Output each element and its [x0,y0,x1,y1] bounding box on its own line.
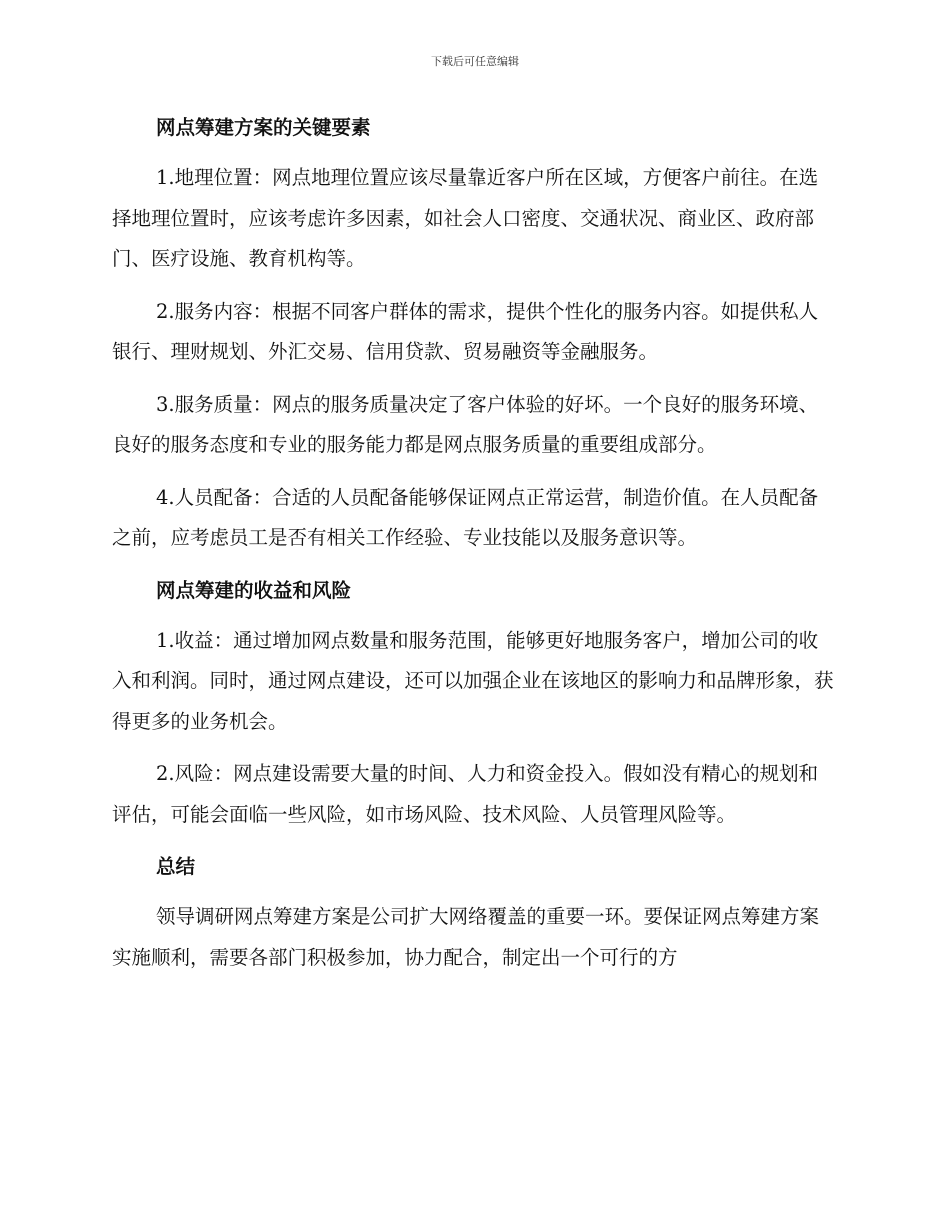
paragraph-service-quality: 3.服务质量：网点的服务质量决定了客户体验的好坏。一个良好的服务环境、良好的服务态度和专业的服务能力都是网点服务质量的重要组成部分。 [112,392,819,456]
document-body [112,108,836,990]
paragraph-location: 1.地理位置：网点地理位置应该尽量靠近客户所在区域，方便客户前往。在选择地理位置时，应该考虑许多因素，如社会人口密度、交通状况、商业区、政府部门、医疗设施、教育机构等。 [112,166,819,270]
section-heading-key-elements: 网点筹建方案的关键要素 [156,116,371,139]
paragraph-risks: 2.风险：网点建设需要大量的时间、人力和资金投入。假如没有精心的规划和评估，可能会面临一些风险，如市场风险、技术风险、人员管理风险等。 [112,762,819,826]
section-heading-summary: 总结 [156,855,196,878]
paragraph-summary: 领导调研网点筹建方案是公司扩大网络覆盖的重要一环。要保证网点筹建方案实施顺利，需要各部门积极参加，协力配合，制定出一个可行的方 [112,905,820,969]
paragraph-service-content: 2.服务内容：根据不同客户群体的需求，提供个性化的服务内容。如提供私人银行、理财规划、外汇交易、信用贷款、贸易融资等金融服务。 [112,299,819,363]
section-heading-benefits-risks: 网点筹建的收益和风险 [156,578,352,602]
page-header: 下载后可任意编辑 [431,55,519,68]
paragraph-benefits: 1.收益：通过增加网点数量和服务范围，能够更好地服务客户，增加公司的收入和利润。同时，通过网点建设，还可以加强企业在该地区的影响力和品牌形象，获得更多的业务机会。 [112,628,834,733]
paragraph-staffing: 4.人员配备：合适的人员配备能够保证网点正常运营，制造价值。在人员配备之前，应考虑员工是否有相关工作经验、专业技能以及服务意识等。 [112,485,819,549]
